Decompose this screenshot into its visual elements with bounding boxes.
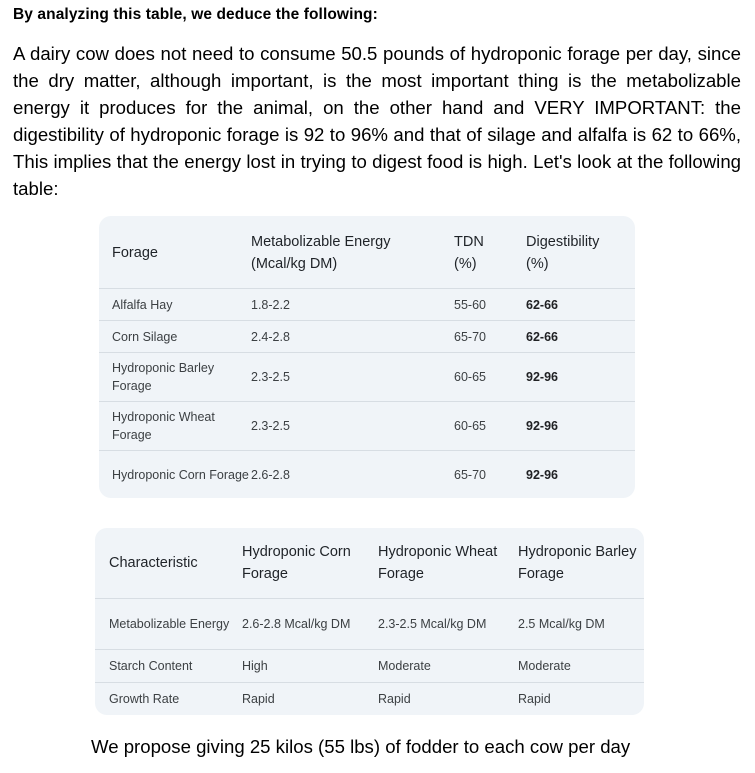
- cell-tdn: 60-65: [454, 402, 526, 451]
- cell-forage: Alfalfa Hay: [99, 289, 251, 321]
- cell-barley: Rapid: [518, 683, 644, 716]
- cell-digestibility: 62-66: [526, 321, 635, 353]
- table-row: [95, 650, 644, 683]
- cell-me: 2.3-2.5: [251, 353, 454, 402]
- cell-me: 1.8-2.2: [251, 289, 454, 321]
- cell-me: 2.4-2.8: [251, 321, 454, 353]
- header-corn: Hydroponic Corn Forage: [242, 544, 351, 582]
- header-digestibility: Digestibility (%): [526, 234, 600, 272]
- table-row: [99, 353, 635, 402]
- cell-barley: 2.5 Mcal/kg DM: [518, 599, 644, 650]
- table-row: [95, 599, 644, 650]
- cell-wheat: 2.3-2.5 Mcal/kg DM: [378, 599, 518, 650]
- cell-characteristic: Growth Rate: [95, 683, 242, 716]
- table-row: [99, 321, 635, 353]
- page-heading: By analyzing this table, we deduce the following:: [13, 6, 378, 23]
- cell-tdn: 65-70: [454, 321, 526, 353]
- forage-energy-table: [99, 216, 635, 498]
- cell-corn: High: [242, 650, 378, 683]
- cell-me: 2.3-2.5: [251, 402, 454, 451]
- closing-statement: We propose giving 25 kilos (55 lbs) of fodder to each cow per day: [91, 736, 631, 757]
- header-metabolizable-energy: Metabolizable Energy (Mcal/kg DM): [251, 234, 391, 272]
- cell-barley: Moderate: [518, 650, 644, 683]
- table-row: [99, 451, 635, 499]
- cell-tdn: 60-65: [454, 353, 526, 402]
- cell-forage: Corn Silage: [99, 321, 251, 353]
- header-forage: Forage: [112, 245, 158, 261]
- header-tdn: TDN (%): [454, 234, 484, 272]
- table-header-row: [95, 528, 644, 599]
- cell-tdn: 55-60: [454, 289, 526, 321]
- table-row: [99, 402, 635, 451]
- cell-me: 2.6-2.8: [251, 451, 454, 499]
- cell-corn: Rapid: [242, 683, 378, 716]
- cell-digestibility: 62-66: [526, 289, 635, 321]
- table-header-row: [99, 216, 635, 289]
- cell-characteristic: Metabolizable Energy: [95, 599, 242, 650]
- cell-digestibility: 92-96: [526, 353, 635, 402]
- cell-digestibility: 92-96: [526, 451, 635, 499]
- cell-characteristic: Starch Content: [95, 650, 242, 683]
- hydroponic-characteristics-table: [95, 528, 644, 715]
- header-barley: Hydroponic Barley Forage: [518, 544, 637, 582]
- cell-digestibility: 92-96: [526, 402, 635, 451]
- cell-forage: Hydroponic Wheat Forage: [99, 402, 251, 451]
- intro-paragraph: A dairy cow does not need to consume 50.5 pounds of hydroponic forage per day, since the dry matter, although important, is the most important thing is the metabolizable energy it produces for the animal, on the other hand and VERY IMPORTANT: the digestibility of hydroponic forage is 92 to 96% and that of silage and alfalfa is 62 to 66%, This implies that the energy lost in trying to digest food is high. Let's look at the following table:: [13, 43, 741, 199]
- header-wheat: Hydroponic Wheat Forage: [378, 544, 498, 582]
- header-characteristic: Characteristic: [109, 555, 198, 571]
- table-row: [99, 289, 635, 321]
- cell-forage: Hydroponic Barley Forage: [99, 353, 251, 402]
- cell-wheat: Rapid: [378, 683, 518, 716]
- cell-tdn: 65-70: [454, 451, 526, 499]
- table-row: [95, 683, 644, 716]
- cell-wheat: Moderate: [378, 650, 518, 683]
- cell-corn: 2.6-2.8 Mcal/kg DM: [242, 599, 378, 650]
- cell-forage: Hydroponic Corn Forage: [99, 451, 251, 499]
